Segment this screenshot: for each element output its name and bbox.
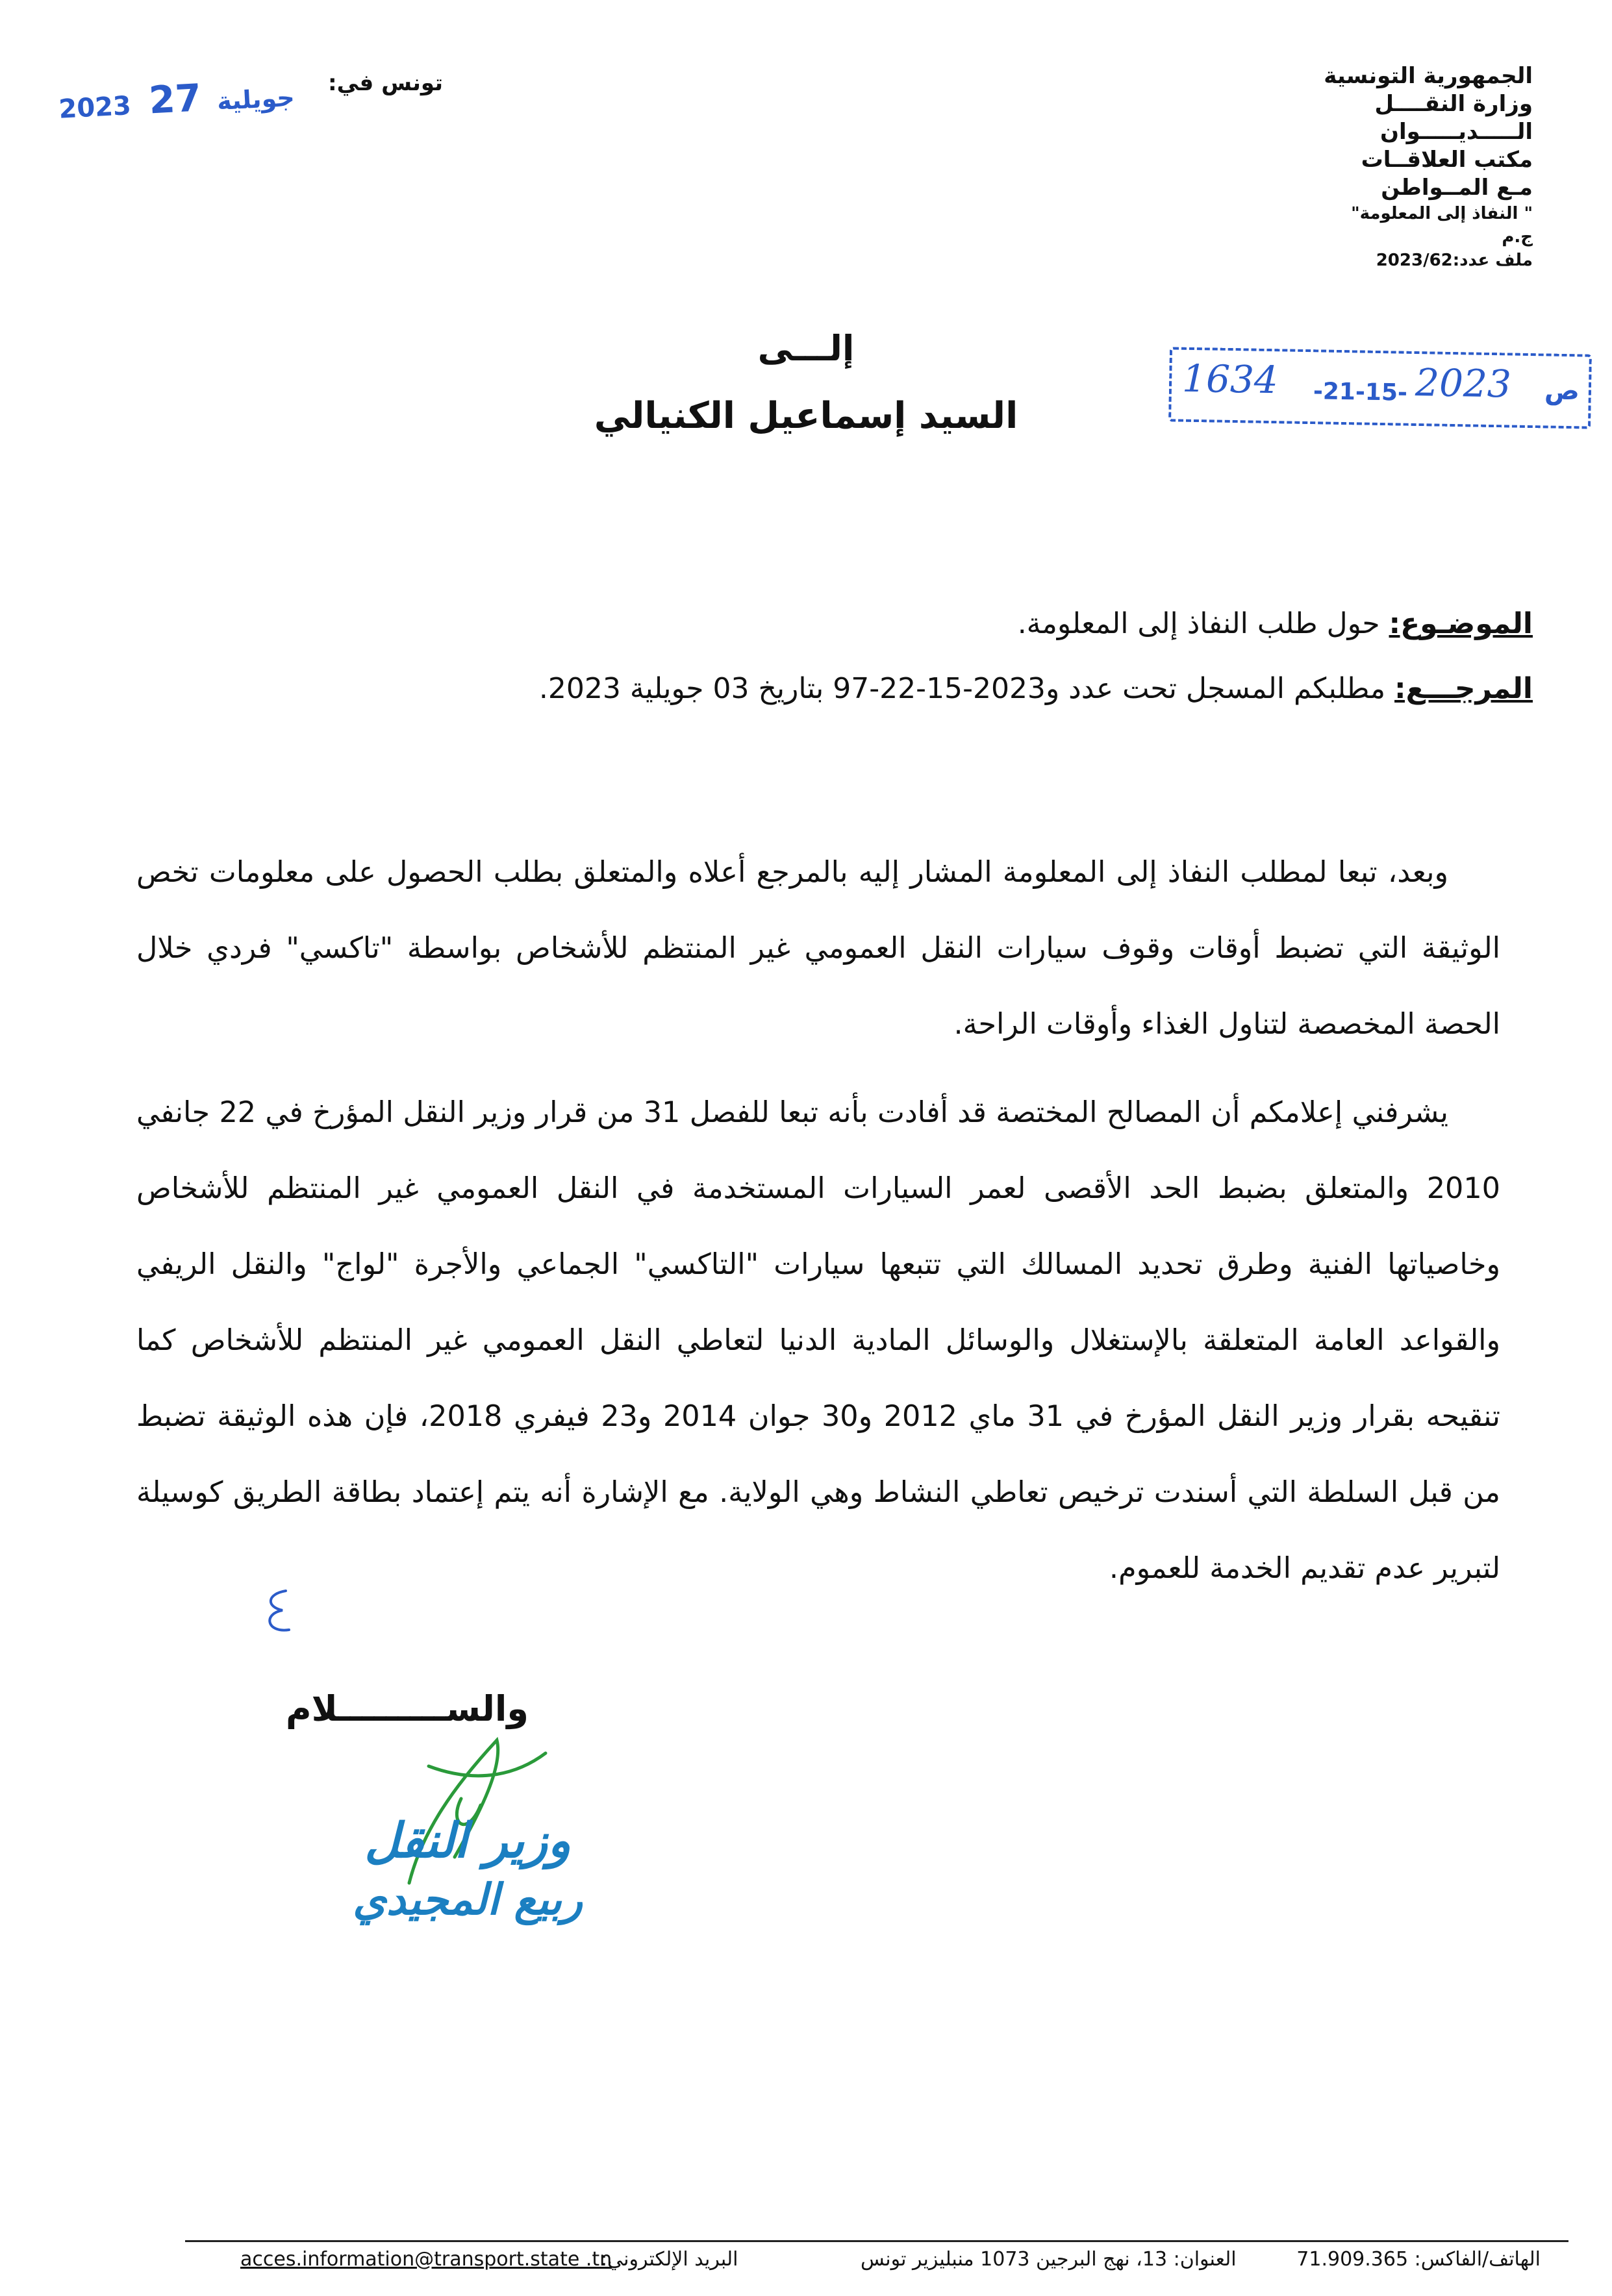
addressee-to: إلـــى bbox=[757, 328, 855, 369]
reference-label: المرجـــع: bbox=[1394, 672, 1533, 705]
letterhead-line: الجمهورية التونسية bbox=[1324, 63, 1533, 89]
place-label: تونس في: bbox=[328, 70, 444, 96]
date-stamp-month: جويلية bbox=[216, 82, 296, 116]
reg-number: 1634 bbox=[1181, 356, 1279, 403]
subject-text: حول طلب النفاذ إلى المعلومة. bbox=[1017, 607, 1389, 640]
subject-line bbox=[104, 607, 1533, 640]
reg-middle: -21-15- bbox=[1313, 378, 1408, 406]
letterhead-line: " النفاذ إلى المعلومة" bbox=[1351, 204, 1533, 223]
letterhead bbox=[1169, 62, 1533, 272]
file-number: ملف عدد:2023/62 bbox=[1376, 251, 1533, 270]
letterhead-line: ج.م bbox=[1502, 227, 1533, 247]
footer-email-label: البريد الإلكتروني: bbox=[601, 2248, 738, 2271]
letterhead-line: مكتب العلاقــات bbox=[1361, 147, 1533, 173]
reference-text: مطلبكم المسجل تحت عدد و2023-15-22-97 بتاريخ 03 جويلية 2023. bbox=[538, 672, 1395, 705]
date-stamp-year: 2023 bbox=[58, 90, 132, 125]
closing-salam: والســـــــــلام bbox=[286, 1688, 529, 1729]
addressee-name: السيد إسماعيل الكنيالي bbox=[594, 395, 1018, 437]
date-stamp bbox=[57, 70, 302, 127]
body-paragraph-1: وبعد، تبعا لمطلب النفاذ إلى المعلومة المشار إليه بالمرجع أعلاه والمتعلق بطلب الحصول على معلومات تخص الوثيقة التي تضبط أوقات وقوف سيارات النقل العمومي غير المنتظم للأشخاص بواسطة "تاكسي" فردي خلال الحصة المخصصة لتناول الغذاء وأوقات الراحة. bbox=[136, 856, 1500, 1041]
handwritten-mark-icon bbox=[253, 1584, 305, 1643]
signature-stamp bbox=[286, 1812, 649, 1928]
signature-name: ربيع المجيدي bbox=[353, 1874, 583, 1925]
footer-phone: الهاتف/الفاكس: 71.909.365 bbox=[1296, 2248, 1541, 2271]
letterhead-line: مـع المــواطن bbox=[1381, 175, 1533, 201]
reg-prefix: ص bbox=[1544, 375, 1580, 406]
letterhead-line: وزارة النقــــل bbox=[1374, 91, 1533, 117]
letterhead-line: الـــــديـــــوان bbox=[1379, 119, 1533, 145]
footer-divider bbox=[185, 2240, 1568, 2242]
reference-line bbox=[104, 672, 1533, 705]
date-stamp-day: 27 bbox=[147, 75, 203, 123]
subject-label: الموضـوع: bbox=[1389, 607, 1533, 640]
signature-title: وزير النقل bbox=[364, 1813, 571, 1869]
footer-email-link[interactable]: acces.information@transport.state .tn bbox=[240, 2248, 612, 2271]
reg-year: 2023 bbox=[1415, 360, 1512, 406]
footer-address: العنوان: 13، نهج البرجين 1073 منبليزير تونس bbox=[861, 2248, 1237, 2271]
body-paragraph-2: يشرفني إعلامكم أن المصالح المختصة قد أفادت بأنه تبعا للفصل 31 من قرار وزير النقل المؤرخ في 22 جانفي 2010 والمتعلق بضبط الحد الأقصى لعمر السيارات المستخدمة في النقل العمومي غير المنتظم للأشخاص وخاصياتها الفنية وطرق تحديد المسالك التي تتبعها سيارات "التاكسي" الجماعي والأجرة "لواج" والنقل الريفي والقواعد العامة المتعلقة بالإستغلال والوسائل المادية الدنيا لتعاطي النقل العمومي غير المنتظم للأشخاص كما تنقيحه بقرار وزير النقل المؤرخ في 31 ماي 2012 و30 جوان 2014 و23 فيفري 2018، فإن هذه الوثيقة تضبط من قبل السلطة التي أسندت ترخيص تعاطي النشاط وهي الولاية. مع الإشارة أنه يتم إعتماد بطاقة الطريق كوسيلة لتبرير عدم تقديم الخدمة للعموم. bbox=[136, 1096, 1500, 1585]
